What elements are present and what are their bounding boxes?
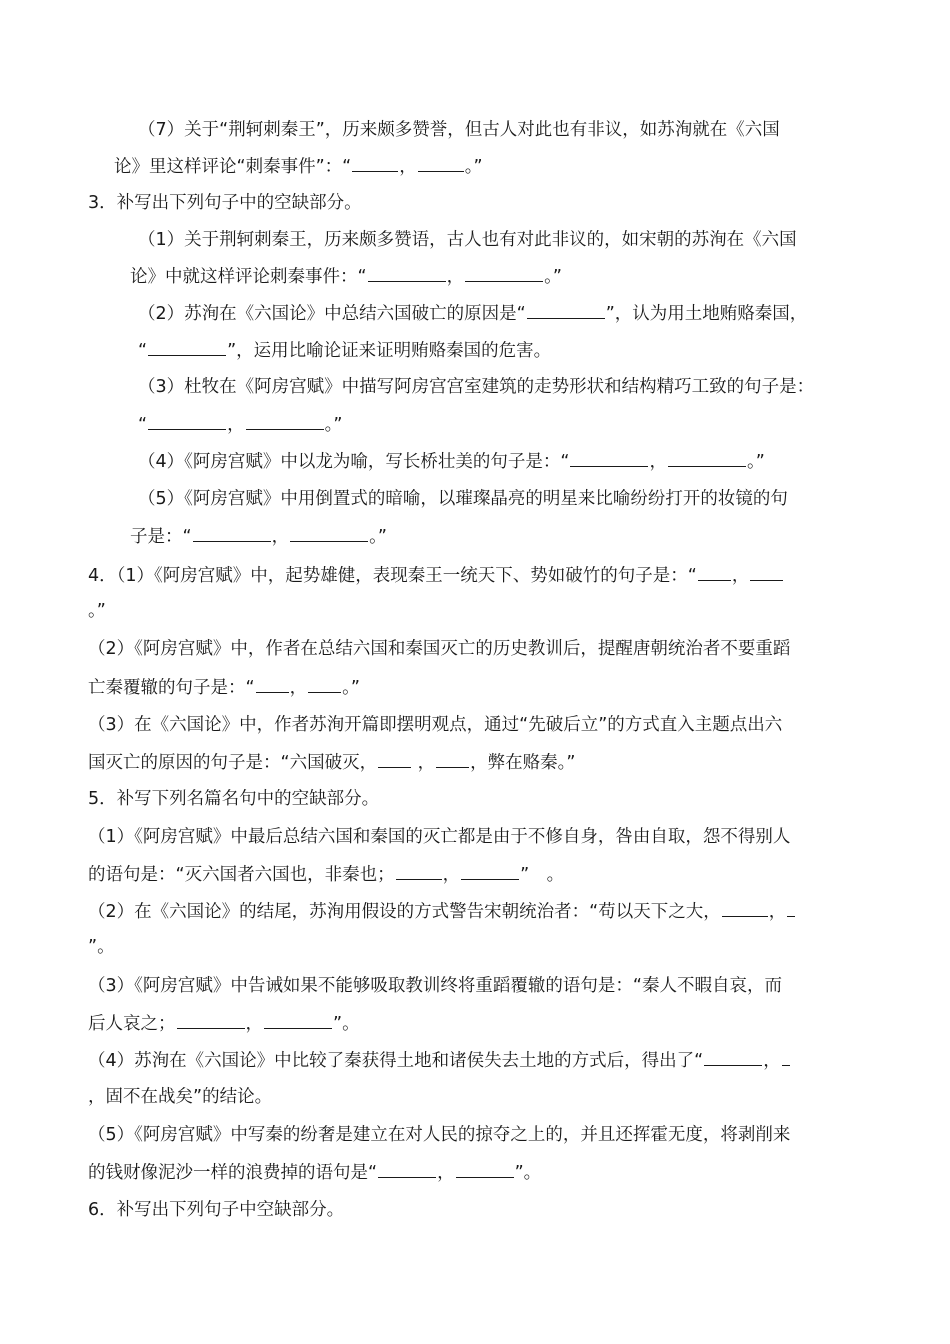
answer-blank[interactable] bbox=[465, 264, 543, 282]
q3-3-line1: （3）杜牧在《阿房宫赋》中描写阿房宫宫室建筑的走势形状和结构精巧工致的句子是： bbox=[138, 377, 815, 397]
answer-blank[interactable] bbox=[527, 301, 605, 319]
q3-4-line: （4）《阿房宫赋》中以龙为喻，写长桥壮美的句子是：“ ， 。” bbox=[138, 449, 765, 474]
answer-blank[interactable] bbox=[436, 750, 469, 768]
answer-blank[interactable] bbox=[148, 412, 226, 430]
q2-7-line2: 论》里这样评论“刺秦事件”：“ ， 。” bbox=[114, 154, 483, 179]
q3-1-line2: 论》中就这样评论刺秦事件：“ ， 。” bbox=[130, 264, 562, 289]
q5-5-line1: （5）《阿房宫赋》中写秦的纷奢是建立在对人民的掠夺之上的，并且还挥霍无度，将剥削来 bbox=[88, 1125, 791, 1145]
q5-4-line2: ，固不在战矣”的结论。 bbox=[88, 1087, 273, 1107]
answer-blank[interactable] bbox=[177, 1011, 245, 1029]
answer-blank[interactable] bbox=[787, 899, 795, 917]
q5-5-line2: 的钱财像泥沙一样的浪费掉的语句是“ ， ”。 bbox=[88, 1160, 541, 1185]
answer-blank[interactable] bbox=[456, 1160, 514, 1178]
q5-1-line1: （1）《阿房宫赋》中最后总结六国和秦国的灭亡都是由于不修自身，咎由自取，怨不得别人 bbox=[88, 827, 791, 847]
q4-1-line1: 4．（1）《阿房宫赋》中，起势雄健，表现秦王一统天下、势如破竹的句子是：“ ， bbox=[88, 563, 784, 588]
q4-1-line2: 。” bbox=[88, 601, 106, 621]
q5-3-line2: 后人哀之； ， ”。 bbox=[88, 1011, 360, 1036]
answer-blank[interactable] bbox=[368, 264, 446, 282]
q3-3-line2: “ ， 。” bbox=[138, 412, 342, 437]
answer-blank[interactable] bbox=[264, 1011, 332, 1029]
answer-blank[interactable] bbox=[698, 563, 731, 581]
answer-blank[interactable] bbox=[378, 750, 411, 768]
answer-blank[interactable] bbox=[308, 675, 341, 693]
q3-1-line1: （1）关于荆轲刺秦王，历来颇多赞语，古人也有对此非议的，如宋朝的苏洵在《六国 bbox=[138, 230, 797, 250]
q2-7-line1: （7）关于“荆轲刺秦王”，历来颇多赞誉，但古人对此也有非议，如苏洵就在《六国 bbox=[138, 120, 780, 140]
answer-blank[interactable] bbox=[290, 524, 368, 542]
q5-4-line1: （4）苏洵在《六国论》中比较了秦获得土地和诸侯失去土地的方式后，得出了“ ， bbox=[88, 1048, 791, 1073]
q6-title: 6．补写出下列句子中空缺部分。 bbox=[88, 1200, 345, 1220]
q3-2-line1: （2）苏洵在《六国论》中总结六国破亡的原因是“ ”，认为用土地贿赂秦国， bbox=[138, 301, 807, 326]
q5-1-line2: 的语句是：“灭六国者六国也，非秦也； ， ” 。 bbox=[88, 862, 564, 887]
answer-blank[interactable] bbox=[668, 449, 746, 467]
q5-2-line2: ”。 bbox=[88, 937, 115, 957]
answer-blank[interactable] bbox=[148, 338, 226, 356]
answer-blank[interactable] bbox=[378, 1160, 436, 1178]
answer-blank[interactable] bbox=[782, 1048, 790, 1066]
q5-title: 5．补写下列名篇名句中的空缺部分。 bbox=[88, 789, 380, 809]
q4-2-line1: （2）《阿房宫赋》中，作者在总结六国和秦国灭亡的历史教训后，提醒唐朝统治者不要重蹈 bbox=[88, 639, 791, 659]
q3-2-line2: “ ”，运用比喻论证来证明贿赂秦国的危害。 bbox=[138, 338, 551, 363]
q4-3-line1: （3）在《六国论》中，作者苏洵开篇即摆明观点，通过“先破后立”的方式直入主题点出六 bbox=[88, 715, 783, 735]
answer-blank[interactable] bbox=[193, 524, 271, 542]
answer-blank[interactable] bbox=[396, 862, 442, 880]
answer-blank[interactable] bbox=[722, 899, 768, 917]
q3-5-line1: （5）《阿房宫赋》中用倒置式的暗喻，以璀璨晶亮的明星来比喻纷纷打开的妆镜的句 bbox=[138, 489, 788, 509]
q5-3-line1: （3）《阿房宫赋》中告诫如果不能够吸取教训终将重蹈覆辙的语句是：“秦人不暇自哀，而 bbox=[88, 976, 782, 996]
answer-blank[interactable] bbox=[418, 154, 464, 172]
q4-3-line2: 国灭亡的原因的句子是：“六国破灭， ， ，弊在赂秦。” bbox=[88, 750, 575, 775]
q4-2-line2: 亡秦覆辙的句子是：“ ， 。” bbox=[88, 675, 360, 700]
answer-blank[interactable] bbox=[256, 675, 289, 693]
answer-blank[interactable] bbox=[461, 862, 519, 880]
q3-title: 3．补写出下列句子中的空缺部分。 bbox=[88, 193, 362, 213]
answer-blank[interactable] bbox=[352, 154, 398, 172]
answer-blank[interactable] bbox=[704, 1048, 762, 1066]
q5-2-line1: （2）在《六国论》的结尾，苏洵用假设的方式警告宋朝统治者：“苟以天下之大， ， bbox=[88, 899, 796, 924]
answer-blank[interactable] bbox=[570, 449, 648, 467]
q3-5-line2: 子是：“ ， 。” bbox=[130, 524, 387, 549]
answer-blank[interactable] bbox=[246, 412, 324, 430]
answer-blank[interactable] bbox=[750, 563, 783, 581]
